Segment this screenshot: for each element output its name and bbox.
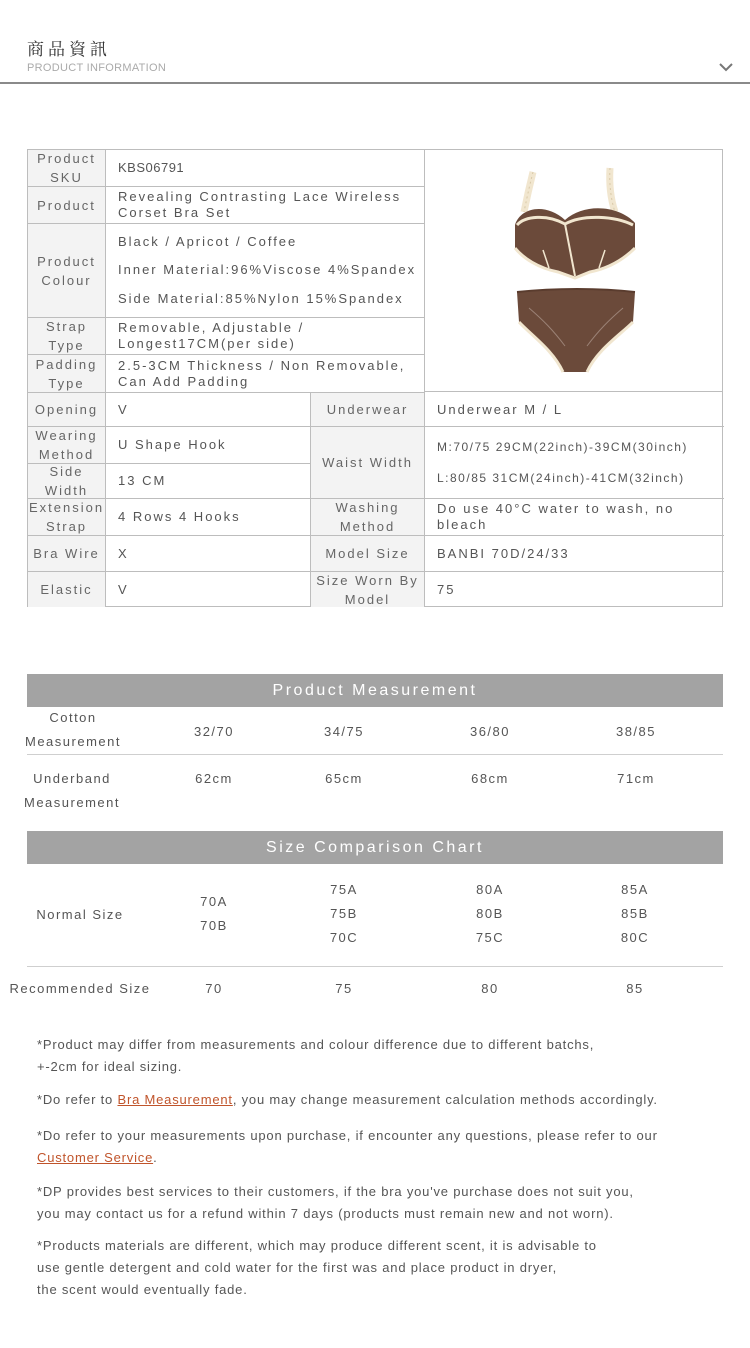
underwear-value xyxy=(425,393,724,427)
strap-text: Removable, Adjustable / Longest17CM(per side) xyxy=(118,320,305,351)
side-text: 13 CM xyxy=(118,473,167,488)
underband-value-3: 68cm xyxy=(471,771,509,786)
opening-value xyxy=(106,393,311,427)
waist-m-text: M:70/75 29CM(22inch)-39CM(30inch) xyxy=(437,439,688,454)
section-header xyxy=(0,0,750,84)
wearing-label: Wearing Method xyxy=(28,427,106,464)
wire-label: Bra Wire xyxy=(28,536,106,572)
padding-label: Padding Type xyxy=(28,355,106,393)
customer-service-link[interactable]: Customer Service xyxy=(37,1150,154,1165)
waist-value xyxy=(425,427,724,499)
size-worn-label: Size Worn By Model xyxy=(311,572,425,607)
note-batch xyxy=(37,1034,717,1078)
size-worn-text: 75 xyxy=(437,581,456,597)
wire-value xyxy=(106,536,311,572)
wearing-value xyxy=(106,427,311,464)
side-material-text: Side Material:85%Nylon 15%Spandex xyxy=(118,290,404,306)
wearing-text: U Shape Hook xyxy=(118,437,227,452)
cotton-measurement-label: Cotton Measurement xyxy=(25,710,121,749)
side-value xyxy=(106,464,311,499)
extension-value xyxy=(106,499,311,536)
note-refund-line2: you may contact us for a refund within 7 days (products must remain new and not worn). xyxy=(37,1206,614,1221)
note-scent-line1: *Products materials are different, which may produce different scent, it is advisable to xyxy=(37,1238,597,1253)
cotton-value-3: 36/80 xyxy=(469,724,511,739)
note-scent xyxy=(37,1235,717,1301)
note-scent-line3: the scent would eventually fade. xyxy=(37,1282,248,1297)
normal-size-2c: 70C xyxy=(329,930,359,945)
comparison-title-bar: Size Comparison Chart xyxy=(27,831,723,864)
washing-label: Washing Method xyxy=(311,499,425,536)
elastic-text: V xyxy=(118,581,129,597)
bra-measurement-link[interactable]: Bra Measurement xyxy=(117,1092,233,1107)
wire-text: X xyxy=(118,545,129,561)
inner-material-text: Inner Material:96%Viscose 4%Spandex xyxy=(118,262,417,278)
underband-measurement-label: Underband Measurement xyxy=(24,771,120,810)
model-size-text: BANBI 70D/24/33 xyxy=(437,545,570,561)
underband-value-2: 65cm xyxy=(325,771,363,786)
normal-size-4c: 80C xyxy=(620,930,650,945)
extension-label: Extension Strap xyxy=(28,500,105,534)
waist-l-text: L:80/85 31CM(24inch)-41CM(32inch) xyxy=(437,471,685,486)
note-measurement-post: , you may change measurement calculation methods accordingly. xyxy=(232,1092,658,1107)
note-service-line1: *Do refer to your measurements upon purchase, if encounter any questions, please refer to our xyxy=(37,1128,658,1143)
bra-set-illustration xyxy=(425,150,723,392)
cotton-value-2: 34/75 xyxy=(323,724,365,739)
normal-size-3c: 75C xyxy=(475,930,505,945)
colour-text: Black / Apricot / Coffee xyxy=(118,234,298,250)
normal-size-3b: 80B xyxy=(476,906,504,921)
cotton-value-1: 32/70 xyxy=(193,724,235,739)
note-measurement xyxy=(37,1089,717,1111)
normal-size-1a: 70A xyxy=(200,894,228,909)
normal-size-2a: 75A xyxy=(330,882,358,897)
note-service xyxy=(37,1125,717,1169)
normal-size-label: Normal Size xyxy=(36,907,124,922)
note-scent-line2: use gentle detergent and cold water for the first was and place product in dryer, xyxy=(37,1260,558,1275)
normal-size-1b: 70B xyxy=(200,918,228,933)
note-measurement-pre: *Do refer to xyxy=(37,1092,118,1107)
colour-value xyxy=(106,224,425,318)
spec-table xyxy=(27,149,723,607)
recommended-size-4: 85 xyxy=(626,981,644,996)
note-service-post: . xyxy=(153,1150,158,1165)
size-worn-value xyxy=(425,572,724,607)
product-text: Revealing Contrasting Lace Wireless Corset Bra Set xyxy=(118,189,402,220)
underwear-label: Underwear xyxy=(311,393,425,427)
sku-value xyxy=(106,150,425,187)
product-value xyxy=(106,187,425,224)
washing-value xyxy=(425,499,724,536)
side-label: Side Width xyxy=(28,464,106,499)
product-image xyxy=(425,150,723,392)
note-batch-line1: *Product may differ from measurements and colour difference due to different batchs, xyxy=(37,1037,595,1052)
model-size-value xyxy=(425,536,724,572)
elastic-value xyxy=(106,572,311,607)
elastic-label: Elastic xyxy=(28,572,106,607)
section-subtitle: PRODUCT INFORMATION xyxy=(27,62,167,74)
strap-label: Strap Type xyxy=(28,318,106,355)
underband-value-1: 62cm xyxy=(195,771,233,786)
note-refund-line1: *DP provides best services to their customers, if the bra you've purchase does not suit you, xyxy=(37,1184,634,1199)
cotton-value-4: 38/85 xyxy=(615,724,657,739)
divider xyxy=(27,754,723,755)
padding-value xyxy=(106,355,425,393)
padding-text: 2.5-3CM Thickness / Non Removable, Can Add Padding xyxy=(118,357,406,389)
underwear-text: Underwear M / L xyxy=(437,401,564,417)
normal-size-4b: 85B xyxy=(621,906,649,921)
washing-text: Do use 40°C water to wash, no bleach xyxy=(437,501,675,532)
divider xyxy=(27,966,723,967)
extension-text: 4 Rows 4 Hooks xyxy=(118,509,241,524)
normal-size-2b: 75B xyxy=(330,906,358,921)
normal-size-3a: 80A xyxy=(476,882,504,897)
opening-label: Opening xyxy=(28,393,106,427)
normal-size-4a: 85A xyxy=(621,882,649,897)
product-label: Product xyxy=(28,187,106,224)
strap-value xyxy=(106,318,425,355)
recommended-size-2: 75 xyxy=(335,981,353,996)
section-title: 商品資訊 xyxy=(27,40,111,60)
opening-text: V xyxy=(118,401,129,417)
colour-label: Product Colour xyxy=(28,224,106,318)
recommended-size-3: 80 xyxy=(481,981,499,996)
chevron-down-icon[interactable] xyxy=(717,58,735,76)
waist-label: Waist Width xyxy=(311,427,425,499)
note-batch-line2: +-2cm for ideal sizing. xyxy=(37,1059,183,1074)
recommended-size-1: 70 xyxy=(205,981,223,996)
sku-label: Product SKU xyxy=(28,150,106,187)
measurement-title-bar: Product Measurement xyxy=(27,674,723,707)
model-size-label: Model Size xyxy=(311,536,425,572)
note-refund xyxy=(37,1181,717,1225)
recommended-size-label: Recommended Size xyxy=(9,981,151,996)
sku-text: KBS06791 xyxy=(118,160,185,175)
underband-value-4: 71cm xyxy=(617,771,655,786)
